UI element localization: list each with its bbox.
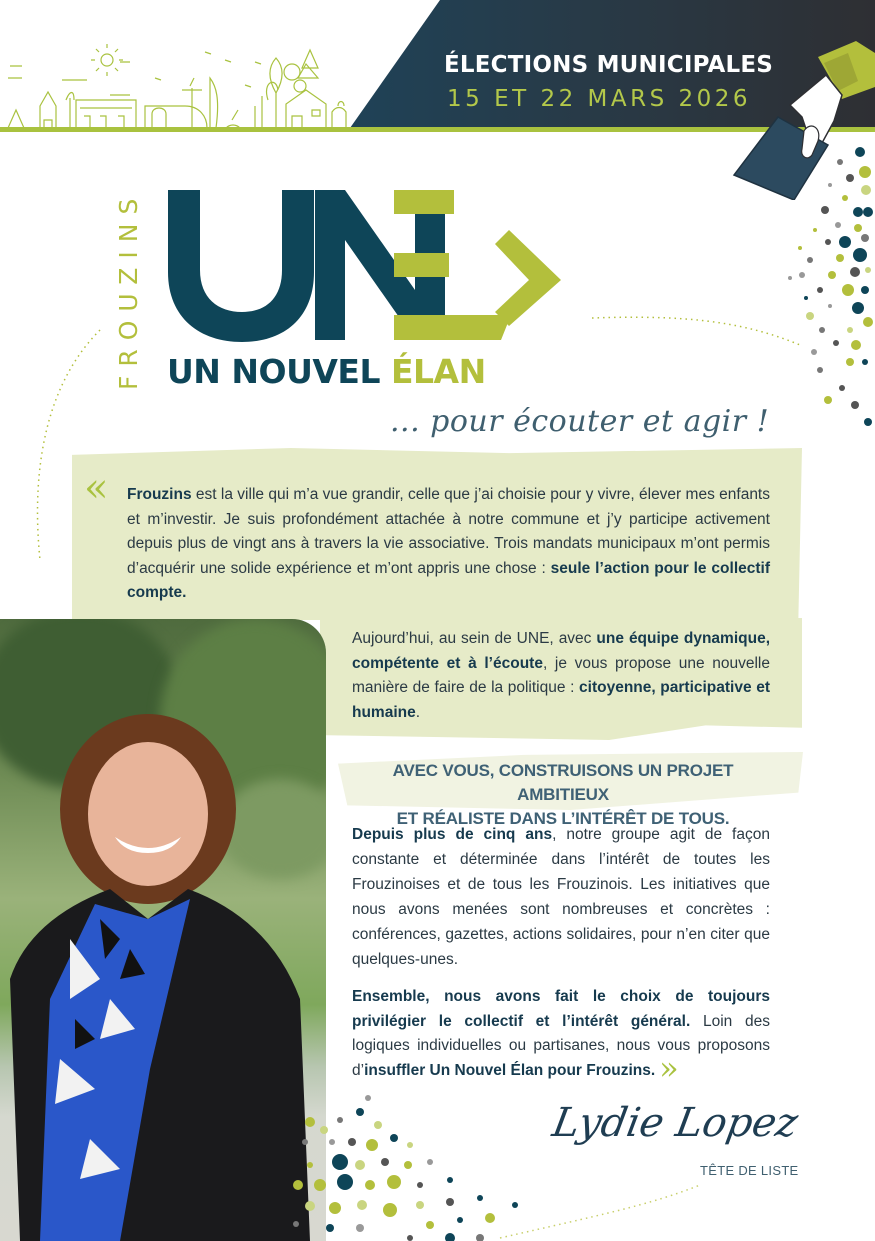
intro-paragraph <box>127 483 770 606</box>
together-bold-1: Ensemble, nous avons fait le choix de toujours privilégier le collectif et l’intérêt général. <box>352 988 770 1030</box>
signature: Lydie Lopez <box>548 1100 802 1146</box>
today-bold-2: citoyenne, participative et humaine <box>352 679 770 721</box>
candidate-photo <box>0 619 326 1241</box>
history-bold: Depuis plus de cinq ans <box>352 826 553 843</box>
today-bold-1: une équipe dynamique, compétente et à l’écoute <box>352 630 770 672</box>
today-paragraph <box>352 627 770 725</box>
list-name <box>167 352 486 391</box>
election-dates: 15 ET 22 MARS 2026 <box>447 86 752 112</box>
together-paragraph <box>352 985 770 1087</box>
heading-line-1: AVEC VOUS, CONSTRUISONS UN PROJET AMBITIEUX <box>392 761 734 804</box>
history-text: , notre groupe agit de façon constante et déterminée dans l’intérêt de toutes les Frouzinoises et de tous les Frouzinois. Les initiatives que nous avons menées sont nombreuses et concrètes : conférences, gazettes, actions solidaires, pour n’en citer que quelques-unes. <box>352 826 770 968</box>
together-bold-2: insuffler Un Nouvel Élan pour Frouzins. <box>364 1061 656 1079</box>
today-text-1: Aujourd’hui, au sein de UNE, avec <box>352 630 597 647</box>
list-name-part2: ÉLAN <box>390 352 486 391</box>
town-illustration-icon <box>0 40 360 130</box>
candidate-role: TÊTE DE LISTE <box>700 1163 799 1178</box>
quote-close-icon: » <box>659 1048 679 1087</box>
together-text: Loin des logiques individuelles ou partisanes, nous vous proposons d’ <box>352 1012 770 1079</box>
list-name-part1: UN NOUVEL <box>167 352 380 391</box>
heading-line-2: ET RÉALISTE DANS L’INTÉRÊT DE TOUS. <box>396 809 730 828</box>
history-paragraph <box>352 822 770 972</box>
intro-text: est la ville qui m’a vue grandir, celle que j’ai choisie pour y vivre, élever mes enfants et m’investir. Je suis profondément attachée à notre commune et j’y participe activement depuis plus de vingt ans à travers la vie associative. Trois mandats municipaux m’ont permis d’acquérir une solide expérience et m’ont appris une chose : <box>127 486 770 577</box>
tagline: ... pour écouter et agir ! <box>390 404 770 439</box>
une-logo-icon <box>165 185 565 345</box>
intro-lead: Frouzins <box>127 486 192 503</box>
today-text-3: . <box>415 703 421 721</box>
today-text-2: , je vous propose une nouvelle manière de faire de la politique : <box>352 654 770 696</box>
election-title: ÉLECTIONS MUNICIPALES <box>444 52 774 78</box>
dot-pattern-right <box>770 130 875 430</box>
dot-pattern-bottom <box>290 1090 540 1241</box>
town-name-vertical: FROUZINS <box>114 189 143 390</box>
section-heading <box>348 759 778 831</box>
intro-closing: seule l’action pour le collectif compte. <box>127 559 770 601</box>
candidate-figure-icon <box>0 619 326 1241</box>
quote-open-icon: « <box>84 465 109 511</box>
